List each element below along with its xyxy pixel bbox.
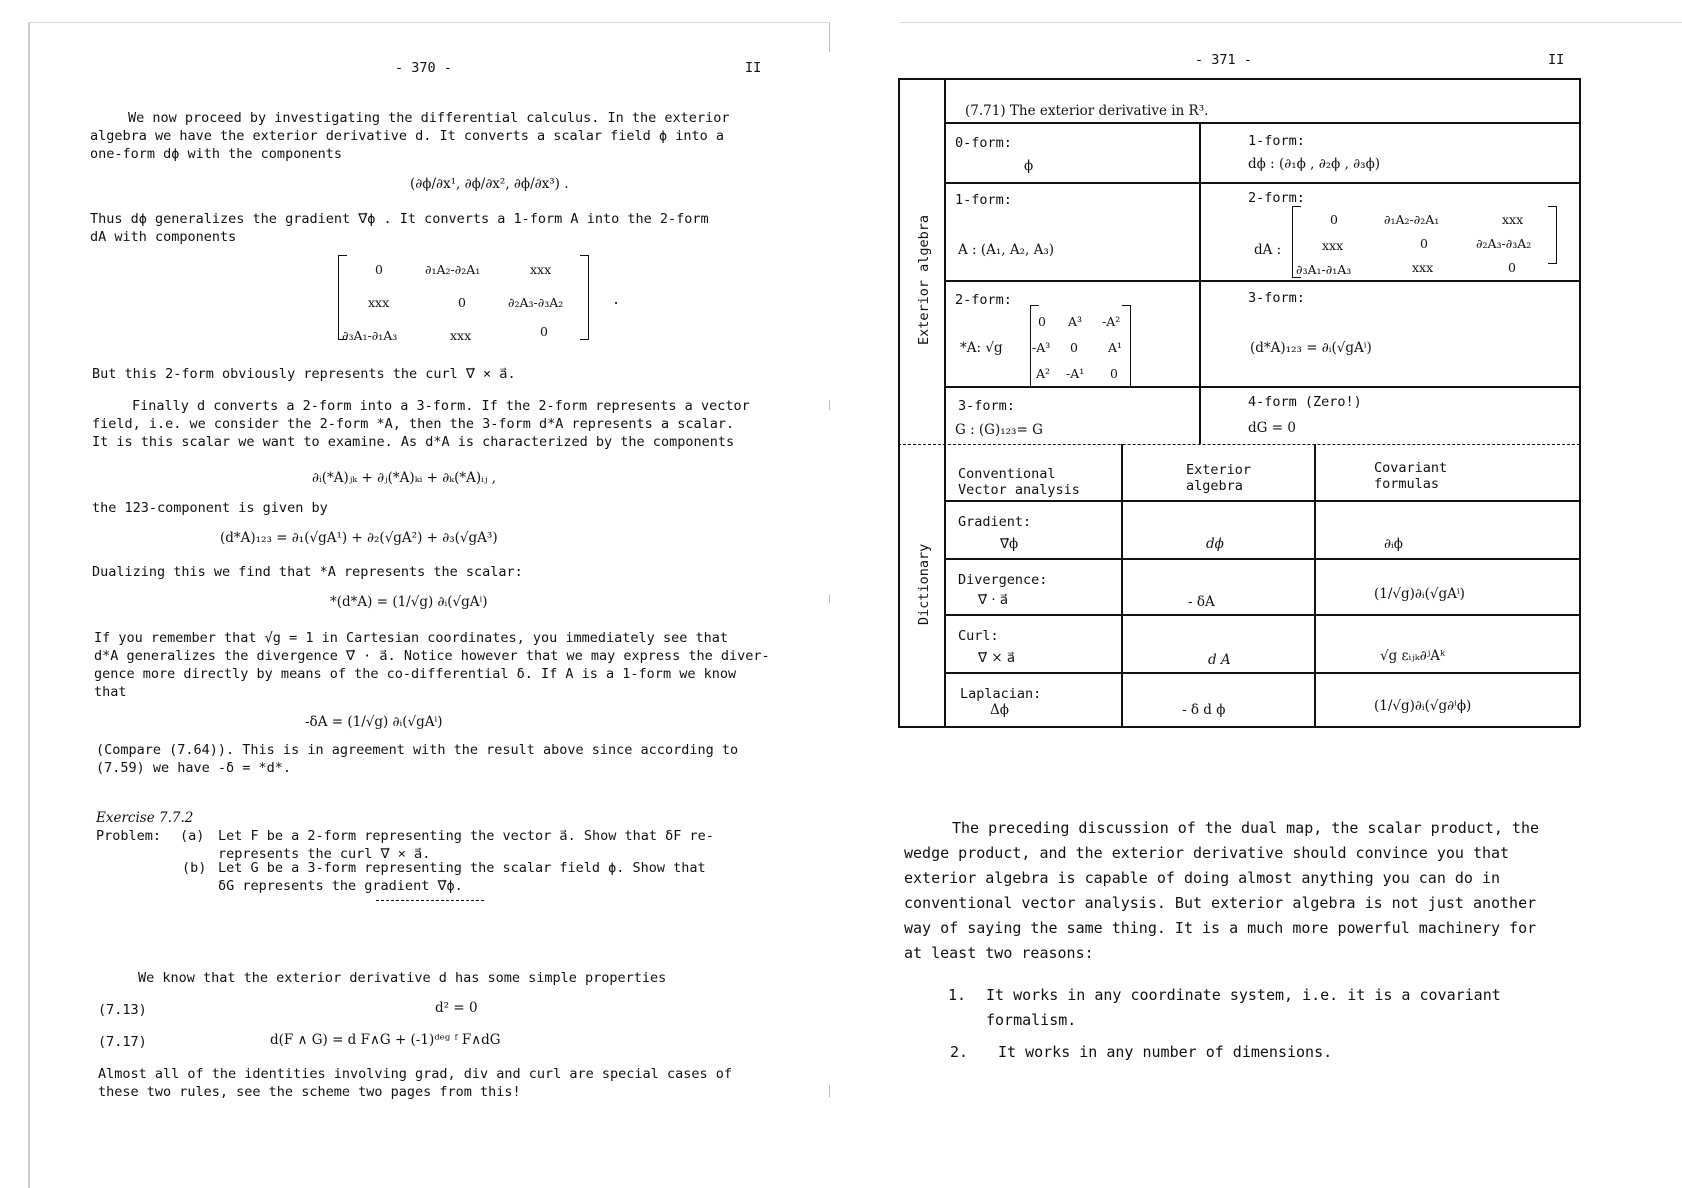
paragraph-line: If you remember that √g = 1 in Cartesian coordinates, you immediately see that: [94, 630, 728, 646]
paragraph-line: The preceding discussion of the dual map, the scalar product, the: [952, 819, 1539, 837]
row-label: Divergence:: [958, 572, 1048, 588]
matrix-cell: xxx: [1322, 238, 1344, 253]
vector-formula: ∇⃗ · a⃗: [978, 592, 1009, 608]
exterior-formula: d A: [1208, 652, 1231, 668]
table-title: (7.71) The exterior derivative in R³.: [965, 103, 1209, 119]
equation-rule: d(F ∧ G) = d F∧G + (-1)ᵈᵉᵍ ᶠ F∧dG: [270, 1032, 501, 1048]
paragraph-line: Dualizing this we find that *A represents the scalar:: [92, 564, 523, 580]
table-rule: [944, 500, 1580, 502]
table-rule: [1579, 78, 1581, 727]
matrix-cell: xxx: [1502, 212, 1524, 227]
form-value: dϕ : (∂₁ϕ , ∂₂ϕ , ∂₃ϕ): [1248, 156, 1381, 172]
list-item: It works in any number of dimensions.: [998, 1043, 1333, 1061]
paragraph-line: It is this scalar we want to examine. As d*A is characterized by the components: [92, 434, 735, 450]
matrix-cell: 0: [1420, 236, 1428, 251]
table-section-divider: [898, 444, 1580, 445]
scan-border-top-right: [900, 22, 1682, 23]
equation-codifferential: -δA = (1/√g) ∂ᵢ(√gAⁱ): [305, 714, 443, 730]
list-item: It works in any coordinate system, i.e. it is a covariant: [986, 986, 1501, 1004]
exercise-line: Let F be a 2-form representing the vector a⃗. Show that δF re-: [218, 828, 714, 844]
paragraph-line: Finally d converts a 2-form into a 3-form. If the 2-form represents a vector: [132, 398, 750, 414]
matrix-cell: ∂₂A₃-∂₃A₂: [1476, 236, 1532, 251]
paragraph-line: these two rules, see the scheme two pages from this!: [98, 1084, 521, 1100]
equation-components: (∂ϕ/∂x¹, ∂ϕ/∂x², ∂ϕ/∂x³) .: [410, 176, 569, 192]
paragraph-line: (7.59) we have -δ = *d*.: [96, 760, 292, 776]
table-rule: [944, 182, 1580, 184]
matrix-cell: -A²: [1102, 314, 1121, 329]
paragraph-line: field, i.e. we consider the 2-form *A, then the 3-form d*A represents a scalar.: [92, 416, 735, 432]
table-rule: [944, 614, 1580, 616]
vector-formula: ∇⃗ϕ: [1000, 536, 1019, 552]
column-header: Exterior algebra: [1186, 462, 1252, 494]
part-label: (a): [180, 828, 205, 844]
form-label: 1-form:: [955, 192, 1012, 208]
matrix-cell: -A¹: [1066, 366, 1085, 381]
row-label: Laplacian:: [960, 686, 1042, 702]
list-number: 2.: [950, 1043, 969, 1061]
form-label: 2-form:: [955, 292, 1012, 308]
form-value: *A: √g: [960, 340, 1003, 356]
section-label-exterior: Exterior algebra: [916, 214, 932, 345]
vector-formula: ∇⃗ × a⃗: [978, 650, 1016, 666]
page-gutter-mark: [829, 595, 830, 603]
matrix-cell: 0: [458, 295, 466, 310]
table-rule: [898, 78, 1580, 80]
paragraph-line: way of saying the same thing. It is a much more powerful machinery for: [904, 919, 1537, 937]
table-rule: [898, 726, 1580, 728]
form-value: A : (A₁, A₂, A₃): [958, 242, 1055, 258]
paragraph-line: conventional vector analysis. But exterior algebra is not just another: [904, 894, 1537, 912]
matrix-cell: 0: [1508, 260, 1516, 275]
section-label-dictionary: Dictionary: [916, 543, 932, 625]
matrix-cell: ∂₁A₂-∂₂A₁: [425, 262, 481, 277]
scan-border-top: [28, 22, 828, 23]
page-gutter-mark: [829, 400, 830, 410]
form-label: 2-form:: [1248, 190, 1305, 206]
covariant-formula: ∂ᵢϕ: [1384, 536, 1403, 552]
paragraph-line: gence more directly by means of the co-differential δ. If A is a 1-form we know: [94, 666, 737, 682]
table-rule: [944, 78, 946, 727]
equation-label: (7.13): [98, 1002, 147, 1018]
matrix-bracket-right: [1548, 206, 1557, 264]
form-label: 4-form (Zero!): [1248, 394, 1362, 410]
matrix-cell: ∂₂A₃-∂₃A₂: [508, 295, 564, 310]
chapter-label: II: [1548, 52, 1565, 68]
matrix-cell: A²: [1036, 366, 1051, 381]
form-value: G : (G)₁₂₃= G: [955, 422, 1043, 438]
matrix-cell: 0: [1110, 366, 1118, 381]
list-number: 1.: [948, 986, 967, 1004]
matrix-cell: 0: [375, 262, 383, 277]
matrix-cell: xxx: [368, 295, 390, 310]
chapter-label: II: [745, 60, 762, 76]
matrix-cell: xxx: [450, 328, 472, 343]
paragraph-line: We now proceed by investigating the differential calculus. In the exterior: [128, 110, 730, 126]
paragraph-line: Almost all of the identities involving grad, div and curl are special cases of: [98, 1066, 732, 1082]
table-rule: [1314, 444, 1316, 727]
paragraph-line: Thus dϕ generalizes the gradient ∇⃗ϕ . It converts a 1-form A into the 2-form: [90, 211, 709, 227]
table-rule: [944, 386, 1580, 388]
matrix-cell: 0: [540, 324, 548, 339]
equation-rule: d² = 0: [435, 1000, 478, 1016]
paragraph-line: at least two reasons:: [904, 944, 1094, 962]
matrix-cell: 0: [1070, 340, 1078, 355]
covariant-formula: √g εᵢⱼₖ∂ʲAᵏ: [1380, 648, 1445, 664]
matrix-cell: ∂₃A₁-∂₁A₃: [342, 328, 398, 343]
paragraph-line: wedge product, and the exterior derivative should convince you that: [904, 844, 1510, 862]
matrix-cell: ∂₁A₂-∂₂A₁: [1384, 212, 1440, 227]
matrix-cell: A³: [1068, 314, 1083, 329]
paragraph-line: exterior algebra is capable of doing almost anything you can do in: [904, 869, 1501, 887]
table-rule: [1121, 444, 1123, 727]
page-number: - 370 -: [395, 60, 452, 76]
form-value: dG = 0: [1248, 420, 1296, 436]
table-rule: [944, 280, 1580, 282]
matrix-cell: xxx: [530, 262, 552, 277]
covariant-formula: (1/√g)∂ᵢ(√g∂ⁱϕ): [1374, 698, 1472, 714]
equation-dual: *(d*A) = (1/√g) ∂ᵢ(√gAⁱ): [330, 594, 488, 610]
page-gutter: [829, 22, 830, 52]
table-rule: [898, 78, 900, 727]
table-rule: [944, 672, 1580, 674]
exterior-formula: - δA: [1188, 594, 1215, 610]
column-header: Covariant formulas: [1374, 460, 1448, 492]
exercise-line: represents the curl ∇⃗ × a⃗.: [218, 846, 431, 862]
part-label: (b): [182, 860, 207, 876]
form-label: 1-form:: [1248, 133, 1305, 149]
paragraph-line: (Compare (7.64)). This is in agreement with the result above since according to: [96, 742, 739, 758]
table-rule: [944, 122, 1580, 124]
form-value: ϕ: [1024, 158, 1034, 174]
matrix-bracket-right: [580, 255, 589, 340]
matrix-cell: 0: [1038, 314, 1046, 329]
matrix-cell: ∂₃A₁-∂₁A₃: [1296, 262, 1352, 277]
paragraph-line: We know that the exterior derivative d has some simple properties: [138, 970, 667, 986]
paragraph-line: But this 2-form obviously represents the curl ∇⃗ × a⃗.: [92, 366, 516, 382]
paragraph-line: the 123-component is given by: [92, 500, 328, 516]
exterior-formula: dϕ: [1206, 536, 1224, 552]
equation-123: (d*A)₁₂₃ = ∂₁(√gA¹) + ∂₂(√gA²) + ∂₃(√gA³): [220, 530, 498, 546]
form-label: 3-form:: [958, 398, 1015, 414]
form-value: dA :: [1254, 242, 1282, 258]
exercise-line: Let G be a 3-form representing the scalar field ϕ. Show that: [218, 860, 706, 876]
table-rule: [944, 558, 1580, 560]
matrix-cell: 0: [1330, 212, 1338, 227]
column-header: Conventional Vector analysis: [958, 466, 1080, 498]
equation-components: ∂ᵢ(*A)ⱼₖ + ∂ⱼ(*A)ₖᵢ + ∂ₖ(*A)ᵢⱼ ,: [312, 470, 497, 486]
scan-border-left: [28, 22, 30, 1188]
exercise-title: Exercise 7.7.2: [96, 810, 194, 826]
paragraph-line: dA with components: [90, 229, 237, 245]
exercise-line: δG represents the gradient ∇⃗ϕ.: [218, 878, 463, 894]
matrix-cell: -A³: [1032, 340, 1051, 355]
problem-label: Problem:: [96, 828, 162, 844]
vector-formula: Δϕ: [990, 702, 1009, 718]
equation-label: (7.17): [98, 1034, 147, 1050]
paragraph-line: that: [94, 684, 127, 700]
list-item: formalism.: [986, 1011, 1077, 1029]
page-number: - 371 -: [1195, 52, 1252, 68]
matrix-period: .: [612, 292, 621, 308]
row-label: Gradient:: [958, 514, 1032, 530]
page-gutter-mark: [829, 1085, 830, 1097]
table-rule: [1199, 122, 1201, 444]
exterior-formula: - δ d ϕ: [1182, 702, 1226, 718]
matrix-cell: xxx: [1412, 260, 1434, 275]
exercise-end-rule: [376, 900, 484, 901]
paragraph-line: algebra we have the exterior derivative d. It converts a scalar field ϕ into a: [90, 128, 724, 144]
form-label: 3-form:: [1248, 290, 1305, 306]
matrix-bracket-right: [1122, 305, 1131, 387]
form-value: (d*A)₁₂₃ = ∂ᵢ(√gAⁱ): [1250, 340, 1372, 356]
paragraph-line: d*A generalizes the divergence ∇⃗ · a⃗. Notice however that we may express the diver-: [94, 648, 770, 664]
paragraph-line: one-form dϕ with the components: [90, 146, 342, 162]
matrix-cell: A¹: [1108, 340, 1123, 355]
form-label: 0-form:: [955, 135, 1012, 151]
covariant-formula: (1/√g)∂ᵢ(√gAⁱ): [1374, 586, 1465, 602]
row-label: Curl:: [958, 628, 999, 644]
